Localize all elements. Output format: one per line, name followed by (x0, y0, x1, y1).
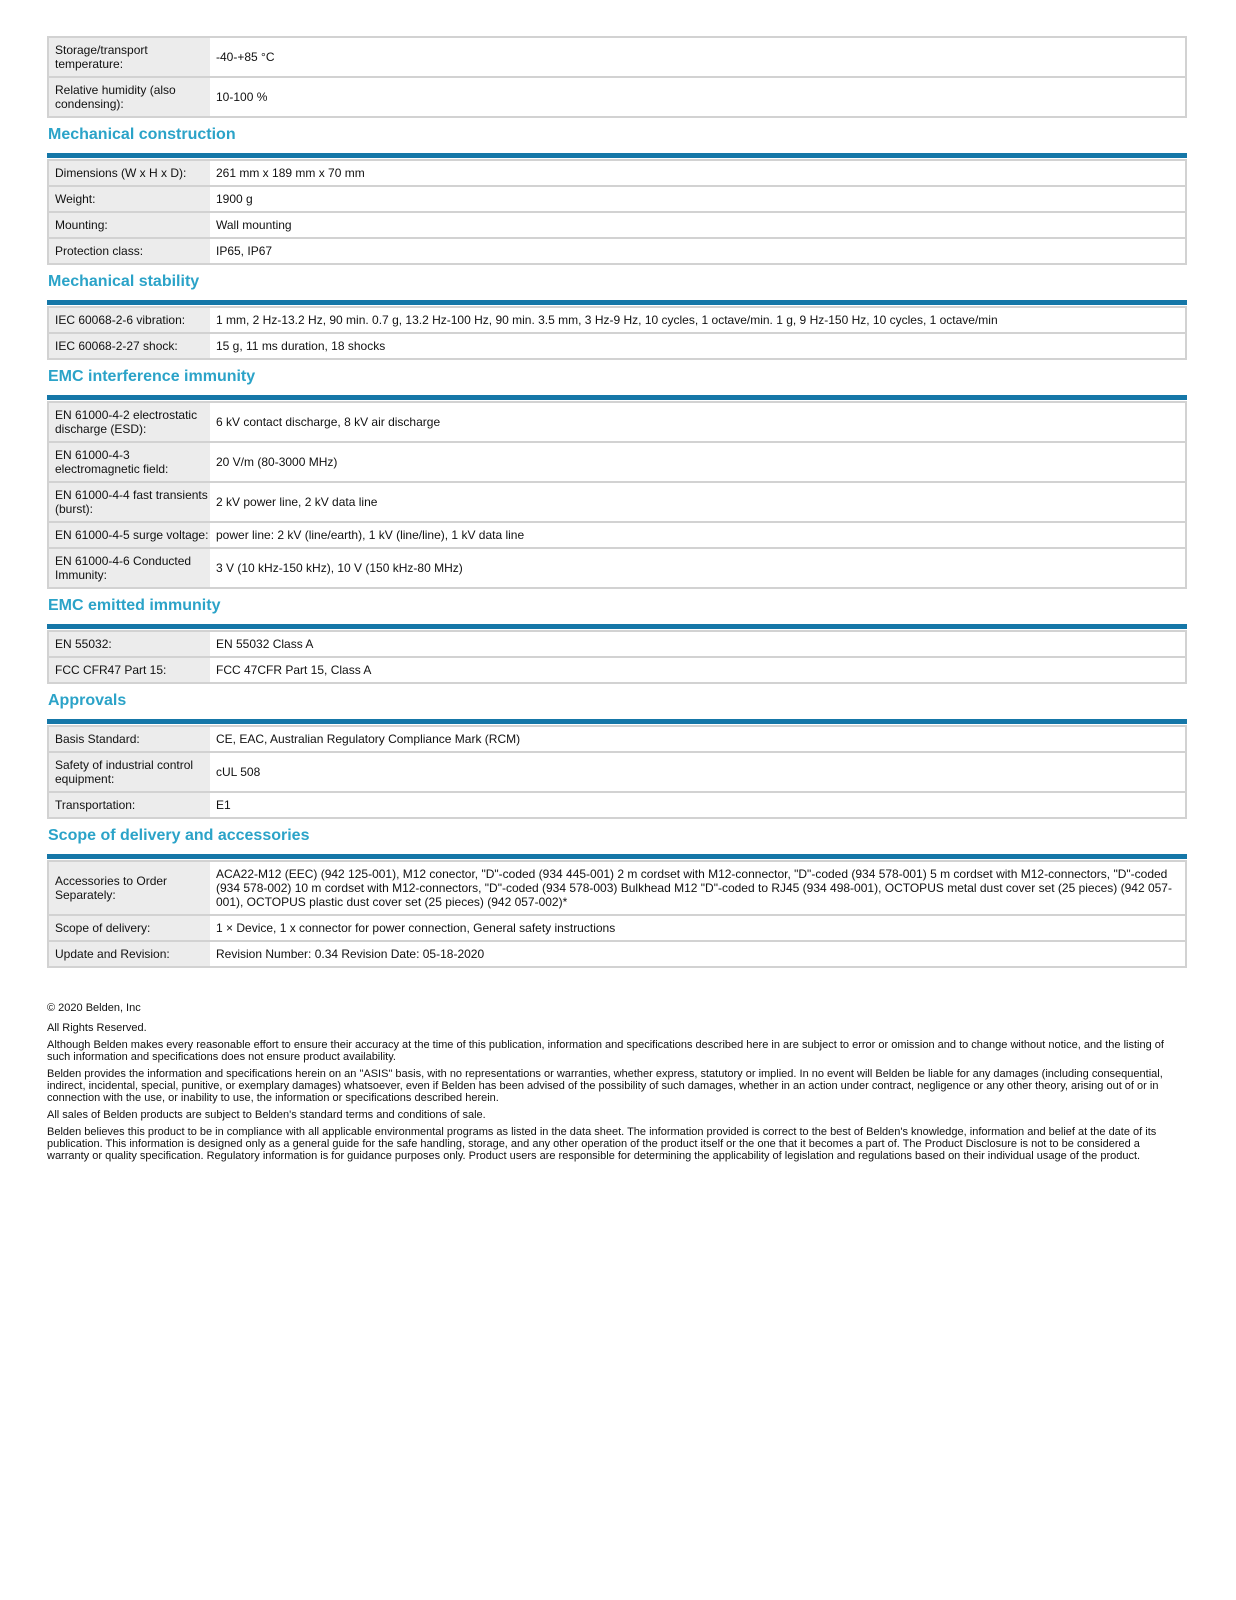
spec-value: power line: 2 kV (line/earth), 1 kV (line/line), 1 kV data line (216, 528, 525, 542)
disclaimer-environmental: Belden believes this product to be in compliance with all applicable environmental programs as listed in the data sheet. The information provided is correct to the best of Belden's knowledge, information and belief at the date of its publication. This information is designed only as a general guide for the safe handling, storage, and any other operation of the product itself or the one that it becomes a part of. The Product Disclosure is not to be considered a warranty or quality specification. Regulatory information is for guidance purposes only. Product users are responsible for determining the applicability of legislation and regulations based on their individual usage of the product. (47, 1126, 1157, 1162)
section-title: Approvals (48, 692, 127, 709)
table-row (49, 630, 1185, 656)
spec-label: EN 61000-4-2 electrostatic discharge (ESD): (49, 403, 210, 441)
spec-label: Protection class: (49, 239, 210, 263)
table-row (49, 656, 1185, 684)
table-row (49, 860, 1185, 914)
section-scope-of-delivery (47, 826, 1187, 968)
spec-label: Weight: (49, 187, 210, 211)
table-row (49, 547, 1185, 589)
spec-label: EN 61000-4-6 Conducted Immunity: (49, 549, 210, 587)
spec-value: 20 V/m (80-3000 MHz) (216, 455, 338, 469)
spec-value: FCC 47CFR Part 15, Class A (216, 663, 372, 677)
section-mechanical-stability (47, 272, 1187, 360)
table-row (49, 211, 1185, 237)
section-title: EMC interference immunity (48, 368, 256, 385)
spec-value: EN 55032 Class A (216, 637, 314, 651)
spec-table (47, 725, 1187, 819)
section-title: EMC emitted immunity (48, 597, 221, 614)
spec-label: Mounting: (49, 213, 210, 237)
table-row (49, 76, 1185, 118)
spec-value: CE, EAC, Australian Regulatory Compliance Mark (RCM) (216, 732, 521, 746)
rights-text: All Rights Reserved. (47, 1022, 147, 1034)
spec-label: IEC 60068-2-6 vibration: (49, 308, 210, 332)
spec-label: Dimensions (W x H x D): (49, 161, 210, 185)
disclaimer-sales: All sales of Belden products are subject to Belden's standard terms and conditions of sale. (47, 1109, 486, 1121)
spec-value: -40-+85 °C (216, 50, 275, 64)
table-row (49, 751, 1185, 791)
spec-label: EN 61000-4-4 fast transients (burst): (49, 483, 210, 521)
section-emc-interference-immunity (47, 367, 1187, 589)
copyright-text: © 2020 Belden, Inc (47, 1002, 141, 1014)
spec-label: IEC 60068-2-27 shock: (49, 334, 210, 358)
section-title: Mechanical stability (48, 273, 200, 290)
spec-value: Wall mounting (216, 218, 292, 232)
spec-value: E1 (216, 798, 231, 812)
table-row (49, 940, 1185, 968)
disclaimer-asis: Belden provides the information and specifications herein on an "ASIS" basis, with no representations or warranties, whether express, statutory or implied. In no event will Belden be liable for any damages (including consequential, indirect, incidental, special, punitive, or exemplary damages) whatsoever, even if Belden has been advised of the possibility of such damages, whether in an action under contract, negligence or any other theory, arising out of or in connection with the use, or inability to use, the information or specifications described herein. (47, 1068, 1163, 1104)
section-emc-emitted-immunity (47, 596, 1187, 684)
spec-table (47, 306, 1187, 360)
section-approvals (47, 691, 1187, 819)
section-divider (47, 395, 1187, 400)
spec-label: Scope of delivery: (49, 916, 210, 940)
spec-table (47, 860, 1187, 968)
spec-content (47, 36, 1187, 968)
spec-table (47, 401, 1187, 589)
spec-label: Transportation: (49, 793, 210, 817)
spec-value: Revision Number: 0.34 Revision Date: 05-18-2020 (216, 947, 485, 961)
spec-value: 1 mm, 2 Hz-13.2 Hz, 90 min. 0.7 g, 13.2 Hz-100 Hz, 90 min. 3.5 mm, 3 Hz-9 Hz, 10 cycles, 1 octave/min. 1 g, 9 Hz-150 Hz, 10 cycles, 1 octave/min (216, 313, 998, 327)
spec-value: cUL 508 (216, 765, 261, 779)
spec-value: 10-100 % (216, 90, 268, 104)
spec-value: 3 V (10 kHz-150 kHz), 10 V (150 kHz-80 MHz) (216, 561, 463, 575)
spec-label: EN 61000-4-3 electromagnetic field: (49, 443, 210, 481)
spec-value: 1 × Device, 1 x connector for power connection, General safety instructions (216, 921, 616, 935)
spec-value: 15 g, 11 ms duration, 18 shocks (216, 339, 386, 353)
table-row (49, 791, 1185, 819)
spec-table (47, 159, 1187, 265)
spec-value: 2 kV power line, 2 kV data line (216, 495, 378, 509)
spec-label: Relative humidity (also condensing): (49, 78, 210, 116)
table-row (49, 914, 1185, 940)
spec-label: Storage/transport temperature: (49, 38, 210, 76)
table-row (49, 401, 1185, 441)
spec-label: Safety of industrial control equipment: (49, 753, 210, 791)
table-row (49, 159, 1185, 185)
spec-value: ACA22-M12 (EEC) (942 125-001), M12 conector, "D"-coded (934 445-001) 2 m cordset with M12-connector, "D"-coded (934 578-001) 5 m cordset with M12-connectors, "D"-coded (934 578-002) 10 m cordset with M12-connectors, "D"-coded (934 578-003) Bulkhead M12 "D"-coded to RJ45 (934 498-001), OCTOPUS metal dust cover set (25 pieces) (942 057-001), OCTOPUS plastic dust cover set (25 pieces) (942 057-002)* (216, 867, 1172, 909)
table-row (49, 185, 1185, 211)
spec-value: 261 mm x 189 mm x 70 mm (216, 166, 365, 180)
spec-value: 6 kV contact discharge, 8 kV air discharge (216, 415, 441, 429)
table-row (49, 481, 1185, 521)
spec-label: Accessories to Order Separately: (49, 862, 210, 914)
table-row (49, 36, 1185, 76)
spec-table (47, 630, 1187, 684)
table-row (49, 306, 1185, 332)
table-row (49, 237, 1185, 265)
table-row (49, 441, 1185, 481)
spec-value: IP65, IP67 (216, 244, 273, 258)
table-row (49, 725, 1185, 751)
spec-label: FCC CFR47 Part 15: (49, 658, 210, 682)
disclaimer-accuracy: Although Belden makes every reasonable effort to ensure their accuracy at the time of this publication, information and specifications described here in are subject to error or omission and to change without notice, and the listing of such information and specifications does not ensure product availability. (47, 1039, 1164, 1063)
section-divider (47, 153, 1187, 158)
table-row (49, 332, 1185, 360)
spec-value: 1900 g (216, 192, 253, 206)
legal-footer (47, 1002, 1167, 1167)
section-divider (47, 719, 1187, 724)
section-title: Scope of delivery and accessories (48, 827, 310, 844)
section-mechanical-construction (47, 125, 1187, 265)
spec-label: EN 55032: (49, 632, 210, 656)
section-title: Mechanical construction (48, 126, 236, 143)
spec-label: EN 61000-4-5 surge voltage: (49, 523, 210, 547)
ambient-conditions-table (47, 36, 1187, 118)
section-divider (47, 624, 1187, 629)
section-divider (47, 300, 1187, 305)
spec-label: Update and Revision: (49, 942, 210, 966)
table-row (49, 521, 1185, 547)
spec-label: Basis Standard: (49, 727, 210, 751)
section-divider (47, 854, 1187, 859)
